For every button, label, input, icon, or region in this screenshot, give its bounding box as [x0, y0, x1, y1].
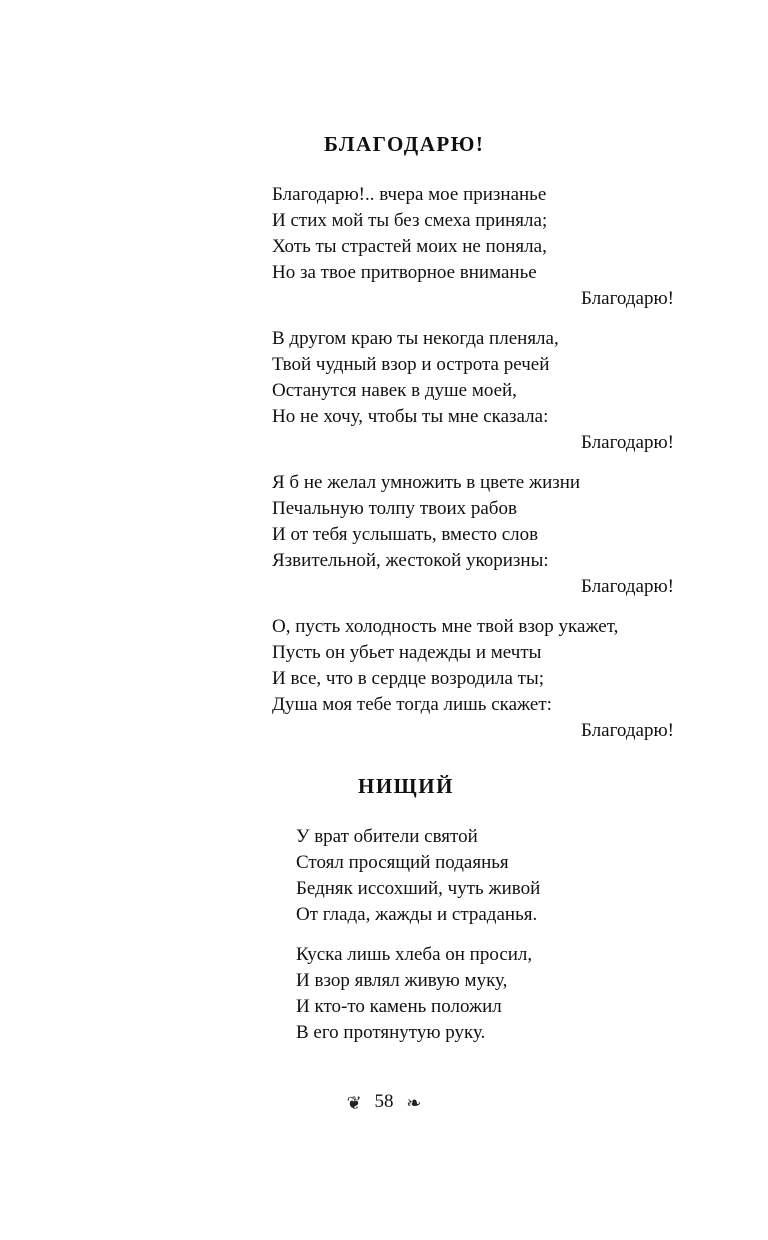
verse-line: Куска лишь хлеба он просил,: [296, 944, 533, 965]
verse-line: Язвительной, жестокой укоризны:: [272, 550, 549, 571]
stanza: [272, 470, 674, 600]
refrain-line: Благодарю!: [581, 432, 674, 453]
poem-blagodaryu: [272, 130, 674, 758]
verse-line: У врат обители святой: [296, 826, 478, 847]
verse-line: Но не хочу, чтобы ты мне сказала:: [272, 406, 549, 427]
poem-title: БЛАГОДАРЮ!: [324, 132, 485, 156]
refrain-line: Благодарю!: [581, 576, 674, 597]
poem-nishchiy: [296, 772, 616, 1060]
page-number: 58: [374, 1091, 394, 1112]
poem-title: НИЩИЙ: [358, 774, 454, 798]
verse-line: Благодарю!.. вчера мое признанье: [272, 184, 547, 205]
page-footer: [0, 1089, 768, 1116]
verse-line: Но за твое притворное вниманье: [272, 262, 537, 283]
refrain-line: Благодарю!: [581, 288, 674, 309]
verse-line: Печальную толпу твоих рабов: [272, 498, 517, 519]
refrain-line: Благодарю!: [581, 720, 674, 741]
verse-line: И все, что в сердце возродила ты;: [272, 668, 545, 689]
verse-line: Стоял просящий подаянья: [296, 852, 509, 873]
verse-line: И кто-то камень положил: [296, 996, 502, 1017]
verse-line: И стих мой ты без смеха приняла;: [272, 210, 548, 231]
stanza: [272, 614, 674, 744]
stanza: [272, 326, 674, 456]
verse-line: И взор являл живую муку,: [296, 970, 508, 991]
verse-line: В другом краю ты некогда пленяла,: [272, 328, 559, 349]
verse-line: Бедняк иссохший, чуть живой: [296, 878, 541, 899]
stanza: [296, 942, 616, 1046]
verse-line: О, пусть холодность мне твой взор укажет,: [272, 616, 619, 637]
verse-line: И от тебя услышать, вместо слов: [272, 524, 539, 545]
verse-line: Пусть он убьет надежды и мечты: [272, 642, 542, 663]
ornament-right-icon: ❧: [406, 1092, 422, 1113]
ornament-left-icon: ❦: [346, 1092, 362, 1113]
verse-line: Я б не желал умножить в цвете жизни: [272, 472, 581, 493]
verse-line: Твой чудный взор и острота речей: [272, 354, 550, 375]
verse-line: Душа моя тебе тогда лишь скажет:: [272, 694, 552, 715]
stanza: [272, 182, 674, 312]
verse-line: От глада, жажды и страданья.: [296, 904, 538, 925]
stanza: [296, 824, 616, 928]
verse-line: Останутся навек в душе моей,: [272, 380, 517, 401]
verse-line: Хоть ты страстей моих не поняла,: [272, 236, 547, 257]
verse-line: В его протянутую руку.: [296, 1022, 486, 1043]
